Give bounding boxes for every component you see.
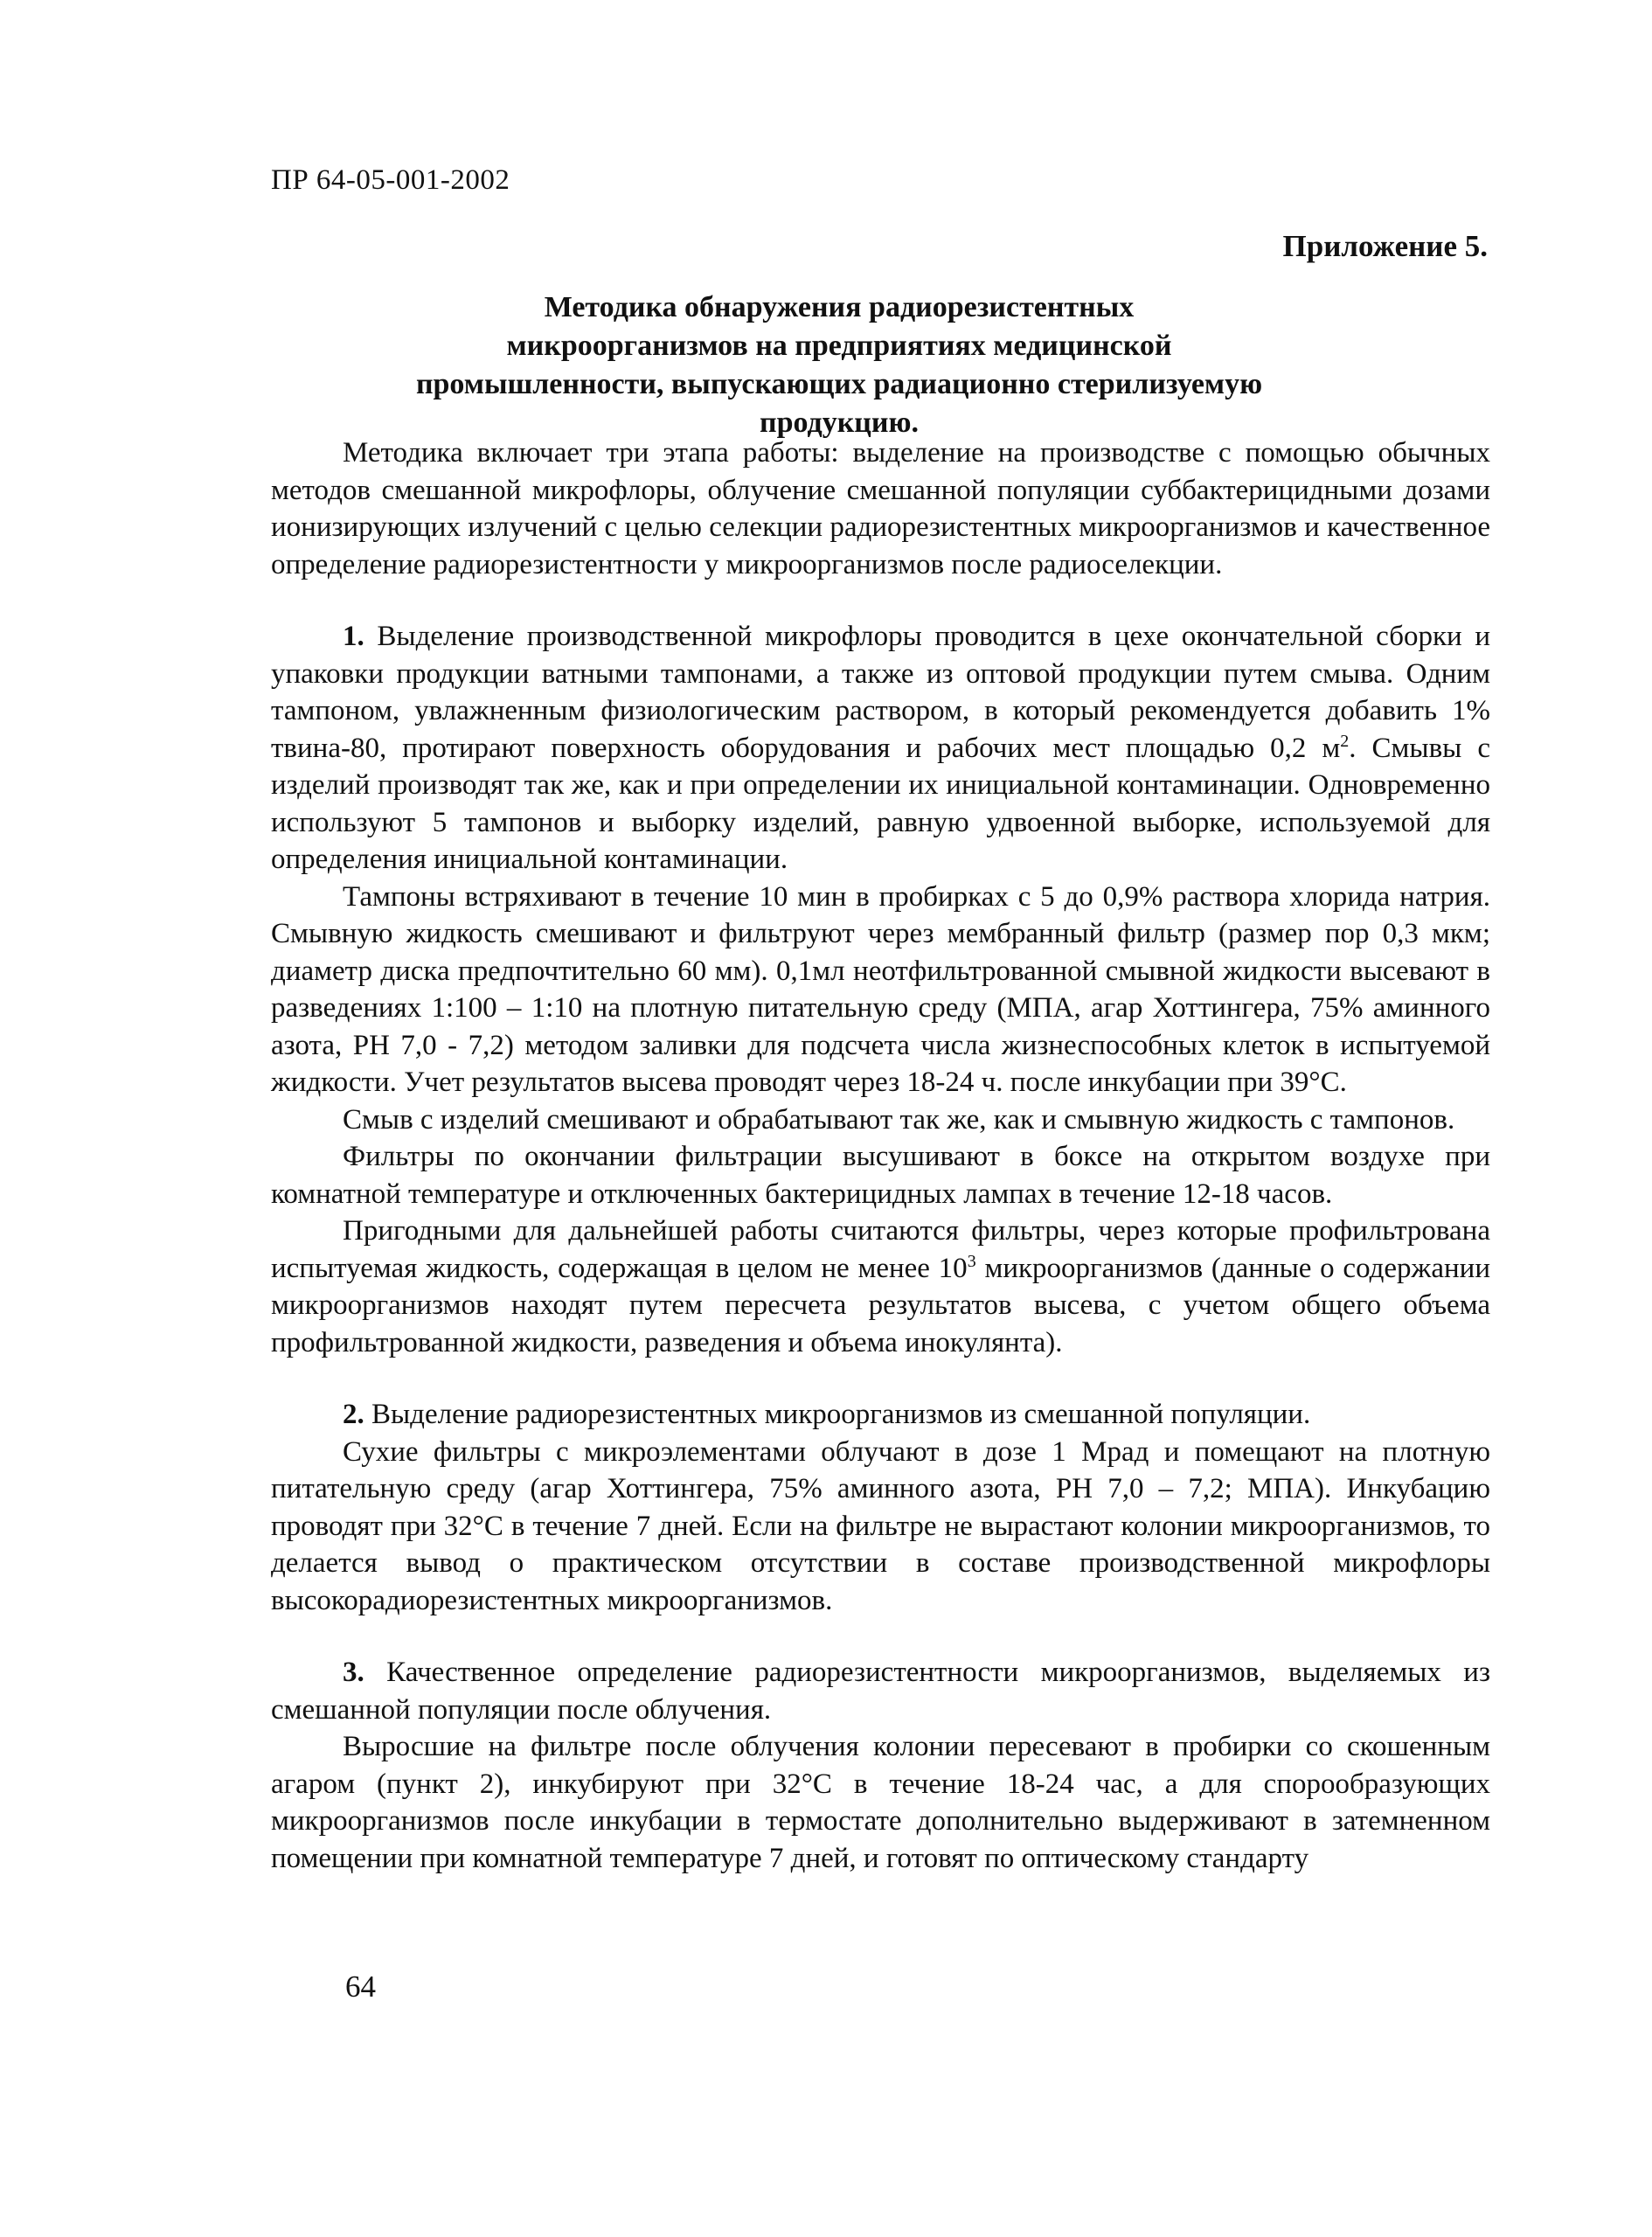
section-2-heading-text: Выделение радиорезистентных микроорганизмов из смешанной популяции. [371, 1399, 1311, 1430]
section-1-p1-text-b: . Смывы с изделий производят так же, как и при определении их инициальной контаминации. Одновременно используют 5 тампонов и выборку изделий, равную удвоенной выборке, используемой для определения инициальной контаминации. [271, 732, 1490, 875]
section-3-heading-text: Качественное определение радиорезистентности микроорганизмов, выделяемых из смешанной популяции после облучения. [271, 1657, 1491, 1726]
section-1-number: 1. [343, 621, 364, 652]
section-1-paragraph-3: Смыв с изделий смешивают и обрабатывают так же, как и смывную жидкость с тампонов. [343, 1103, 1455, 1136]
document-body [271, 434, 1490, 1877]
document-title [367, 288, 1311, 442]
section-1-p5-text-a: Пригодными для дальнейшей работы считаются фильтры, через которые профильтрована испытуемая жидкость, содержащая в целом не менее 10 [271, 1215, 1490, 1284]
section-2-number: 2. [343, 1399, 364, 1430]
section-3-number: 3. [343, 1657, 364, 1688]
section-1-paragraph-2: Тампоны встряхивают в течение 10 мин в пробирках с 5 до 0,9% раствора хлорида натрия. Смывную жидкость смешивают и фильтруют через мембранный фильтр (размер пор 0,3 мкм; диаметр диска предпочтительно 60 мм). 0,1мл неотфильтрованной смывной жидкости высевают в разведениях 1:100 – 1:10 на плотную питательную среду (МПА, агар Хоттингера, 75% аминного азота, РН 7,0 - 7,2) методом заливки для подсчета числа жизнеспособных клеток в испытуемой жидкости. Учет результатов высева проводят через 18-24 ч. после инкубации при 39°С. [271, 880, 1490, 1098]
section-1-p5-text-b: микроорганизмов (данные о содержании микроорганизмов находят путем пересчета результатов высева, с учетом общего объема профильтрованной жидкости, разведения и объема инокулянта). [271, 1252, 1490, 1358]
section-3-heading [271, 1654, 1490, 1728]
title-line-2: микроорганизмов на предприятиях медицинской [506, 330, 1172, 362]
title-line-1: Методика обнаружения радиорезистентных [544, 291, 1135, 323]
intro-paragraph: Методика включает три этапа работы: выделение на производстве с помощью обычных методов смешанной микрофлоры, облучение смешанной популяции суббактерицидными дозами ионизирующих излучений с целью селекции радиорезистентных микроорганизмов и качественное определение радиорезистентности у микроорганизмов после радиоселекции. [271, 437, 1490, 580]
page-number: 64 [345, 1970, 376, 2004]
section-2-heading [271, 1396, 1490, 1434]
section-1-p5-superscript: 3 [967, 1251, 976, 1271]
section-2-paragraph-1: Сухие фильтры с микроэлементами облучают в дозе 1 Мрад и помещают на плотную питательную среду (агар Хоттингера, 75% аминного азота, РН 7,0 – 7,2; МПА). Инкубацию проводят при 32°С в течение 7 дней. Если на фильтре не вырастают колонии микроорганизмов, то делается вывод о практическом отсутствии в составе производственной микрофлоры высокорадиорезистентных микроорганизмов. [271, 1435, 1490, 1616]
section-3-paragraph-1: Выросшие на фильтре после облучения колонии пересевают в пробирки со скошенным агаром (пункт 2), инкубируют при 32°С в течение 18-24 час, а для спорообразующих микроорганизмов после инкубации в термостате дополнительно выдерживают в затемненном помещении при комнатной температуре 7 дней, и готовят по оптическому стандарту [271, 1731, 1490, 1874]
section-1-paragraph-4: Фильтры по окончании фильтрации высушивают в боксе на открытом воздухе при комнатной температуре и отключенных бактерицидных лампах в течение 12-18 часов. [271, 1141, 1490, 1210]
title-line-3: промышленности, выпускающих радиационно стерилизуемую продукцию. [415, 368, 1263, 439]
document-code: ПР 64-05-001-2002 [271, 164, 510, 196]
section-1-p1-text-a: Выделение производственной микрофлоры проводится в цехе окончательной сборки и упаковки продукции ватными тампонами, а также из оптовой продукции путем смыва. Одним тампоном, увлажненным физиологическим раствором, в который рекомендуется добавить 1% твина-80, протирают поверхность оборудования и рабочих мест площадью 0,2 м [271, 621, 1490, 764]
section-1-paragraph-1 [271, 618, 1490, 879]
section-1-paragraph-5 [271, 1212, 1490, 1361]
appendix-label: Приложение 5. [1282, 229, 1488, 263]
section-1-p1-superscript: 2 [1340, 731, 1350, 751]
